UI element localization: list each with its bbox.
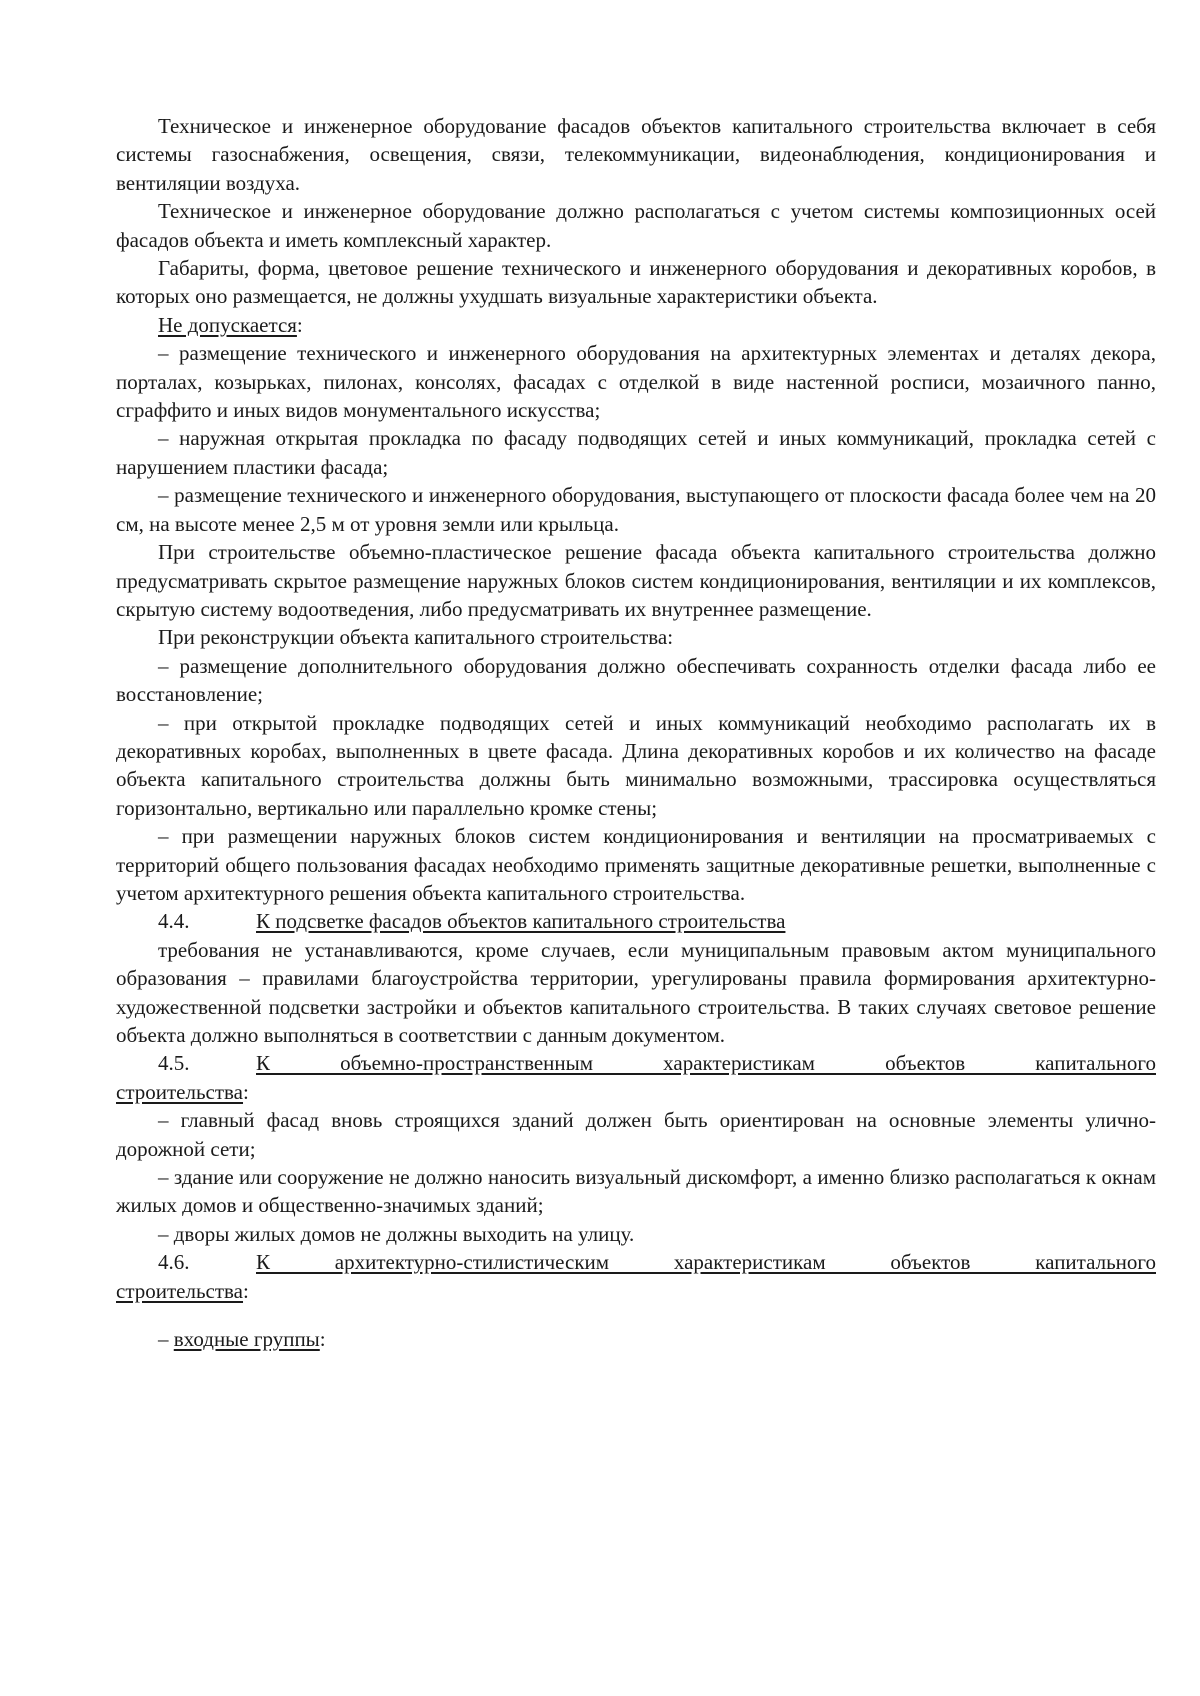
section-4-4-heading [116,907,1156,935]
section-4-6-heading [116,1248,1156,1276]
section-title-continuation: строительства: [116,1079,249,1104]
section-4-5-heading [116,1049,1156,1077]
section-title-continuation: строительства: [116,1278,249,1303]
section-number: 4.4. [158,909,190,934]
section-title: К объемно-пространственным характеристикам объектов капитального [256,1051,1156,1076]
list-item: – размещение технического и инженерного оборудования, выступающего от плоскости фасада более чем на 20 см, на высоте менее 2,5 м от уровня земли или крыльца. [116,483,1156,536]
list-item: – наружная открытая прокладка по фасаду подводящих сетей и иных коммуникаций, прокладка сетей с нарушением пластики фасада; [116,426,1156,479]
section-number: 4.5. [158,1051,190,1076]
list-item: – размещение дополнительного оборудования должно обеспечивать сохранность отделки фасада либо ее восстановление; [116,653,1156,707]
not-allowed-heading: Не допускается: [158,312,303,337]
paragraph-construction: При строительстве объемно-пластическое решение фасада объекта капитального строительства должно предусматривать скрытое размещение наружных блоков систем кондиционирования, вентиляции и их комплексов, скрытую систему водоотведения, либо предусматривать их внутреннее размещение. [116,540,1156,621]
paragraph-lighting-requirements: требования не устанавливаются, кроме случаев, если муниципальным правовым актом муниципального образования – правилами благоустройства территории, урегулированы правила формирования архитектурно-художественной подсветки застройки и объектов капитального строительства. В таких случаях световое решение объекта должно выполняться в соответствии с данным документом. [116,937,1156,1047]
section-title: К архитектурно-стилистическим характеристикам объектов капитального [256,1250,1156,1275]
list-item: – дворы жилых домов не должны выходить на улицу. [158,1221,635,1246]
section-number: 4.6. [158,1250,190,1275]
paragraph-equipment-placement: Техническое и инженерное оборудование должно располагаться с учетом системы композиционных осей фасадов объекта и иметь комплексный характер. [116,199,1156,252]
not-allowed-label: Не допускается [158,312,297,337]
list-item: – при открытой прокладке подводящих сетей и иных коммуникаций необходимо располагать их в декоративных коробах, выполненных в цвете фасада. Длина декоративных коробов и их количество на фасаде объекта капитального строительства должны быть минимально возможными, трассировка осуществляться горизонтально, вертикально или параллельно кромке стены; [116,710,1156,820]
list-item: – здание или сооружение не должно наносить визуальный дискомфорт, а именно близко располагаться к окнам жилых домов и общественно-значимых зданий; [116,1165,1156,1218]
paragraph-equipment-dimensions: Габариты, форма, цветовое решение технического и инженерного оборудования и декоративных коробов, в которых оно размещается, не должны ухудшать визуальные характеристики объекта. [116,256,1156,309]
list-item: – главный фасад вновь строящихся зданий должен быть ориентирован на основные элементы улично-дорожной сети; [116,1108,1156,1161]
list-item: – при размещении наружных блоков систем кондиционирования и вентиляции на просматриваемых с территорий общего пользования фасадах необходимо применять защитные декоративные решетки, выполненные с учетом архитектурного решения объекта капитального строительства. [116,824,1156,905]
list-item-entrance-groups: – входные группы: [158,1327,326,1352]
paragraph-equipment-definition: Техническое и инженерное оборудование фасадов объектов капитального строительства включает в себя системы газоснабжения, освещения, связи, телекоммуникации, видеонаблюдения, кондиционирования и вентиляции воздуха. [116,114,1156,195]
paragraph-reconstruction: При реконструкции объекта капитального строительства: [158,625,674,650]
document-page [116,112,1156,1353]
list-item: – размещение технического и инженерного оборудования на архитектурных элементах и деталях декора, порталах, козырьках, пилонах, консолях, фасадах с отделкой в виде настенной росписи, мозаичного панно, сграффито и иных видов монументального искусства; [116,341,1156,423]
section-title: К подсветке фасадов объектов капитального строительства [256,909,786,934]
